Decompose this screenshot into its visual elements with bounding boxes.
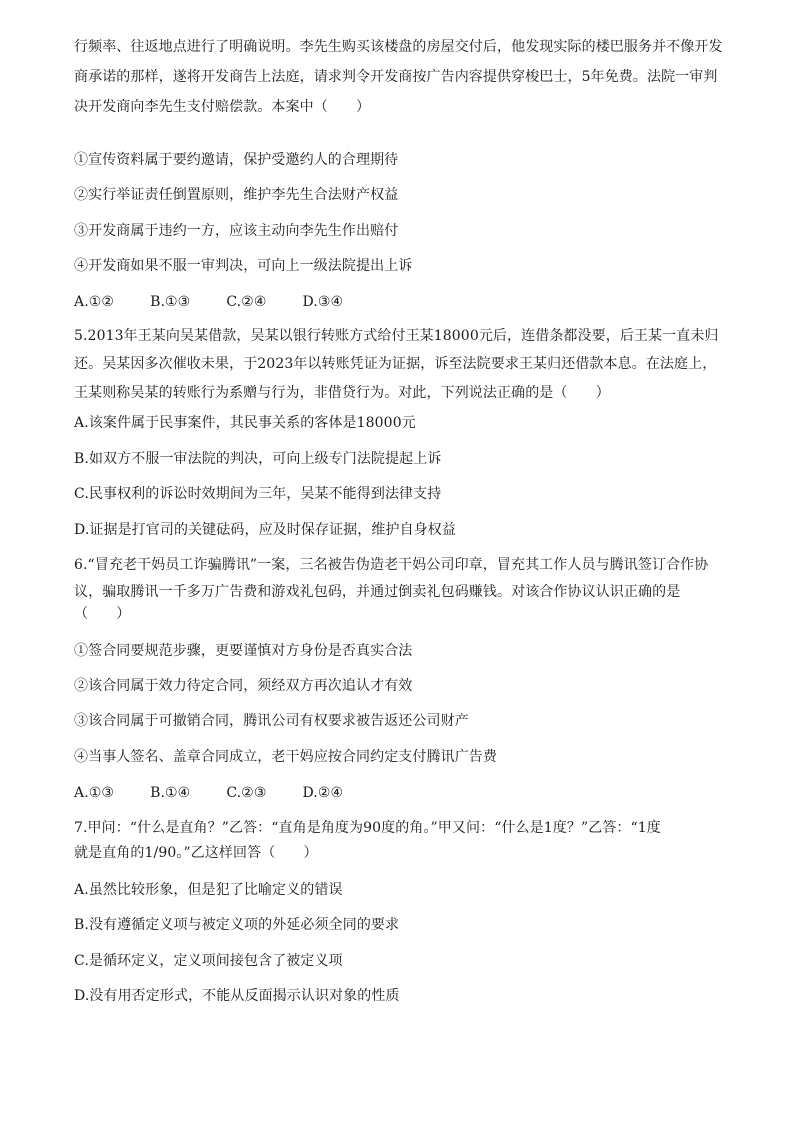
q7-option-a: A.虽然比较形象，但是犯了比喻定义的错误 <box>74 882 343 898</box>
q4-choice-b: B.①③ <box>150 294 191 310</box>
q5-option-c: C.民事权利的诉讼时效期间为三年，吴某不能得到法律支持 <box>74 486 442 502</box>
q6-choice-b: B.①④ <box>150 785 191 801</box>
q4-statement-2: ②实行举证责任倒置原则，维护李先生合法财产权益 <box>74 187 399 203</box>
q4-statement-4: ④开发商如果不服一审判决，可向上一级法院提出上诉 <box>74 258 413 274</box>
q4-stem-line-3: 决开发商向李先生支付赔偿款。本案中（ ） <box>74 99 371 115</box>
q5-option-b: B.如双方不服一审法院的判决，可向上级专门法院提起上诉 <box>74 451 442 467</box>
q7-stem-line-2: 就是直角的1/90。”乙这样回答（ ） <box>74 845 318 861</box>
q6-statement-2: ②该合同属于效力待定合同，须经双方再次追认才有效 <box>74 678 413 694</box>
q6-statement-3: ③该合同属于可撤销合同，腾讯公司有权要求被告返还公司财产 <box>74 713 469 729</box>
q4-stem-line-2: 商承诺的那样，遂将开发商告上法庭，请求判令开发商按广告内容提供穿梭巴士，5年免费。法院一审判 <box>74 69 718 85</box>
q4-choices <box>74 292 724 312</box>
q4-choice-c: C.②④ <box>226 294 267 310</box>
q6-choice-d: D.②④ <box>302 785 344 801</box>
q7-stem-line-1: 7.甲问：“什么是直角？”乙答：“直角是角度为90度的角。”甲又问：“什么是1度？”乙答：“1度 <box>74 820 661 836</box>
q7-option-c: C.是循环定义，定义项间接包含了被定义项 <box>74 953 343 969</box>
q7-option-b: B.没有遵循定义项与被定义项的外延必须全同的要求 <box>74 917 400 933</box>
q4-choice-d: D.③④ <box>302 294 344 310</box>
q5-stem-line-3: 王某则称吴某的转账行为系赠与行为，非借贷行为。对此，下列说法正确的是（ ） <box>74 385 610 401</box>
q6-choice-a: A.①③ <box>74 785 115 801</box>
q4-statement-1: ①宣传资料属于要约邀请，保护受邀约人的合理期待 <box>74 152 399 168</box>
q6-stem-line-3: （ ） <box>74 606 131 622</box>
q7-option-d: D.没有用否定形式，不能从反面揭示认识对象的性质 <box>74 988 400 1004</box>
q6-stem-line-2: 议，骗取腾讯一千多万广告费和游戏礼包码，并通过倒卖礼包码赚钱。对该合作协议认识正确的是 <box>74 584 681 600</box>
q5-stem-line-1: 5.2013年王某向吴某借款，吴某以银行转账方式给付王某18000元后，连借条都没要，后王某一直未归 <box>74 328 719 344</box>
q6-choices <box>74 783 724 803</box>
q5-option-d: D.证据是打官司的关键砝码，应及时保存证据，维护自身权益 <box>74 522 456 538</box>
q4-stem-line-1: 行频率、往返地点进行了明确说明。李先生购买该楼盘的房屋交付后，他发现实际的楼巴服务并不像开发 <box>74 39 723 55</box>
q6-statement-4: ④当事人签名、盖章合同成立，老干妈应按合同约定支付腾讯广告费 <box>74 749 497 765</box>
q5-option-a: A.该案件属于民事案件，其民事关系的客体是18000元 <box>74 415 416 431</box>
q6-stem-line-1: 6.“冒充老干妈员工诈骗腾讯”一案，三名被告伪造老干妈公司印章，冒充其工作人员与腾讯签订合作协 <box>74 557 709 573</box>
q4-statement-3: ③开发商属于违约一方，应该主动向李先生作出赔付 <box>74 223 399 239</box>
q6-choice-c: C.②③ <box>226 785 267 801</box>
q5-stem-line-2: 还。吴某因多次催收未果，于2023年以转账凭证为证据，诉至法院要求王某归还借款本息。在法庭上， <box>74 356 717 372</box>
q4-choice-a: A.①② <box>74 294 115 310</box>
q6-statement-1: ①签合同要规范步骤，更要谨慎对方身份是否真实合法 <box>74 643 413 659</box>
